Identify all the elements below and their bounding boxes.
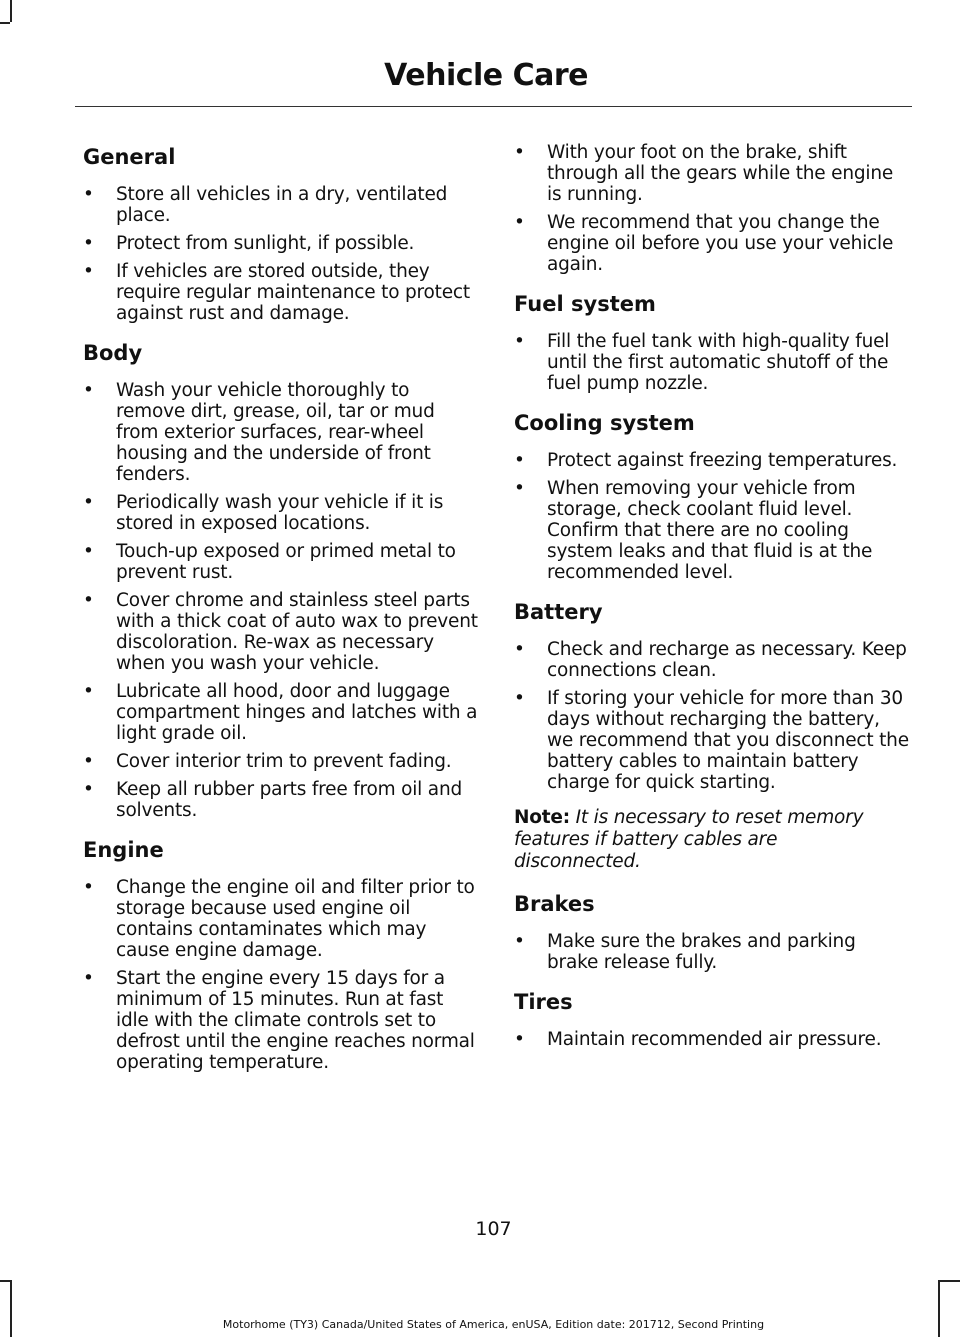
section-heading: Engine — [83, 838, 164, 862]
list-item-text: Check and recharge as necessary. Keep connections clean. — [547, 639, 907, 681]
list-item-text: Wash your vehicle thoroughly to remove dirt, grease, oil, tar or mud from exterior surfaces, rear-wheel housing and the underside of front fenders. — [116, 380, 435, 485]
left-column — [83, 142, 478, 1087]
list-item — [83, 877, 478, 961]
list-item-text: Lubricate all hood, door and luggage compartment hinges and latches with a light grade oil. — [116, 681, 478, 744]
bullet-icon: • — [514, 688, 525, 709]
list-item-text: With your foot on the brake, shift through all the gears while the engine is running. — [547, 142, 894, 205]
page-header — [384, 58, 588, 93]
list-item-text: Protect from sunlight, if possible. — [116, 233, 415, 254]
list-item — [83, 779, 478, 821]
bullet-icon: • — [514, 212, 525, 233]
list-item-text: Change the engine oil and filter prior to storage because used engine oil contains contaminates which may cause engine damage. — [116, 877, 475, 961]
list-item — [514, 212, 909, 275]
list-item-text: Keep all rubber parts free from oil and solvents. — [116, 779, 463, 821]
section-heading: General — [83, 145, 176, 169]
crop-mark-bottom-left-h — [0, 1280, 10, 1282]
bullet-list — [514, 331, 909, 394]
crop-mark-top-left-h — [0, 22, 10, 24]
page-title: Vehicle Care — [384, 58, 588, 93]
bullet-icon: • — [83, 233, 94, 254]
bullet-list — [514, 931, 909, 973]
list-item — [514, 450, 909, 471]
right-column — [514, 142, 909, 1064]
section-heading: Tires — [514, 990, 573, 1014]
section-heading: Cooling system — [514, 411, 695, 435]
bullet-list — [514, 1029, 909, 1050]
list-item-text: Store all vehicles in a dry, ventilated place. — [116, 184, 448, 226]
list-item-text: Maintain recommended air pressure. — [547, 1029, 882, 1050]
bullet-list — [83, 380, 478, 821]
section-heading: Body — [83, 341, 143, 365]
bullet-list — [514, 639, 909, 793]
bullet-list — [83, 184, 478, 324]
bullet-icon: • — [83, 779, 94, 800]
bullet-icon: • — [514, 331, 525, 352]
list-item-text: If vehicles are stored outside, they require regular maintenance to protect against rust and damage. — [116, 261, 470, 324]
list-item-text: Cover interior trim to prevent fading. — [116, 751, 452, 772]
list-item — [514, 331, 909, 394]
list-item — [83, 590, 478, 674]
list-item-text: Cover chrome and stainless steel parts with a thick coat of auto wax to prevent discoloration. Re-wax as necessary when you wash your vehicle. — [116, 590, 478, 674]
note-text: It is necessary to reset memory features if battery cables are disconnected. — [514, 807, 864, 872]
list-item-text: Fill the fuel tank with high-quality fuel until the first automatic shutoff of the fuel pump nozzle. — [547, 331, 890, 394]
list-item — [83, 184, 478, 226]
bullet-icon: • — [514, 931, 525, 952]
list-item — [83, 751, 478, 772]
bullet-icon: • — [83, 380, 94, 401]
bullet-icon: • — [514, 142, 525, 163]
list-item-text: Touch-up exposed or primed metal to prevent rust. — [116, 541, 456, 583]
bullet-icon: • — [83, 184, 94, 205]
list-item — [83, 541, 478, 583]
bullet-icon: • — [83, 681, 94, 702]
bullet-icon: • — [83, 590, 94, 611]
list-item — [83, 681, 478, 744]
bullet-list — [514, 450, 909, 583]
list-item — [83, 380, 478, 485]
list-item-text: Protect against freezing temperatures. — [547, 450, 898, 471]
list-item — [514, 639, 909, 681]
list-item — [514, 142, 909, 205]
bullet-icon: • — [514, 639, 525, 660]
bullet-list — [83, 877, 478, 1073]
bullet-icon: • — [83, 541, 94, 562]
list-item-text: We recommend that you change the engine oil before you use your vehicle again. — [547, 212, 894, 275]
bullet-icon: • — [83, 968, 94, 989]
list-item — [83, 261, 478, 324]
note — [514, 807, 909, 873]
section-heading: Battery — [514, 600, 603, 624]
crop-mark-bottom-right-h — [940, 1280, 960, 1282]
header-divider — [75, 106, 912, 107]
list-item-text: Start the engine every 15 days for a minimum of 15 minutes. Run at fast idle with the climate controls set to defrost until the engine reaches normal operating temperature. — [116, 968, 475, 1073]
note-label: Note: — [514, 807, 570, 828]
list-item — [83, 492, 478, 534]
page-number: 107 — [475, 1218, 512, 1240]
bullet-icon: • — [83, 751, 94, 772]
section-heading: Brakes — [514, 892, 595, 916]
list-item-text: Make sure the brakes and parking brake release fully. — [547, 931, 856, 973]
bullet-icon: • — [514, 450, 525, 471]
list-item — [514, 478, 909, 583]
list-item — [83, 233, 478, 254]
bullet-icon: • — [514, 1029, 525, 1050]
list-item — [83, 968, 478, 1073]
footer-text: Motorhome (TY3) Canada/United States of America, enUSA, Edition date: 201712, Second Printing — [222, 1318, 765, 1331]
bullet-icon: • — [83, 261, 94, 282]
bullet-icon: • — [514, 478, 525, 499]
bullet-icon: • — [83, 877, 94, 898]
bullet-list — [514, 142, 909, 275]
list-item — [514, 1029, 909, 1050]
list-item-text: Periodically wash your vehicle if it is stored in exposed locations. — [116, 492, 444, 534]
section-heading: Fuel system — [514, 292, 656, 316]
bullet-icon: • — [83, 492, 94, 513]
list-item-text: When removing your vehicle from storage, check coolant fluid level. Confirm that there are no cooling system leaks and that fluid is at the recommended level. — [547, 478, 873, 583]
list-item — [514, 688, 909, 793]
list-item — [514, 931, 909, 973]
list-item-text: If storing your vehicle for more than 30 days without recharging the battery, we recommend that you disconnect the battery cables to maintain battery charge for quick starting. — [547, 688, 909, 793]
crop-mark-top-left — [10, 0, 12, 22]
